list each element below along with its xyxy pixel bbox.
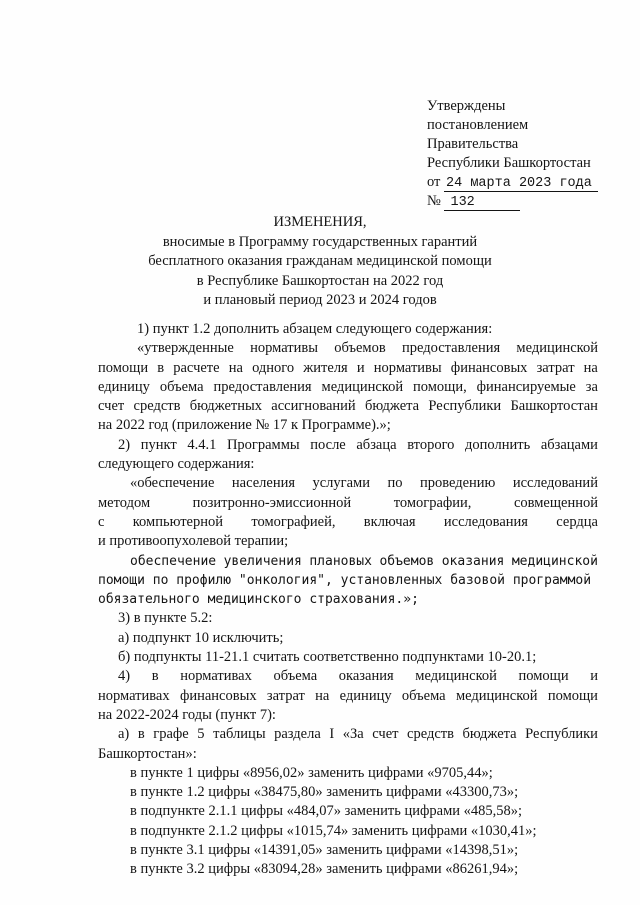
approval-date-line [427, 173, 598, 192]
body-word: и [356, 359, 365, 376]
body-word: услугами [312, 475, 370, 492]
body-word: финансируемые [476, 378, 576, 395]
approval-line: Республики Башкортостан [427, 155, 591, 171]
body-word: томографии, [393, 494, 472, 511]
body-word: медицинской [516, 340, 598, 357]
body-word: проведению [419, 475, 496, 492]
body-word: предоставления [213, 378, 312, 395]
body-word: таблицы [213, 726, 266, 743]
body-word: предоставления [401, 340, 501, 357]
body-line [98, 513, 598, 532]
body-word: медицинской [455, 687, 538, 704]
body-line [98, 359, 598, 378]
approval-line: постановлением [427, 117, 529, 133]
body-word: совмещенной [513, 494, 598, 511]
body-word: в [157, 359, 165, 376]
body-line [98, 436, 598, 455]
body-word: на [228, 359, 243, 376]
body-word: и [590, 668, 598, 685]
body-line: на 2022-2024 годы (пункт 7): [98, 706, 276, 723]
body-word: второго [407, 436, 455, 453]
body-word: населения [231, 475, 296, 492]
body-line [98, 494, 598, 513]
body-word: помощи [98, 359, 149, 376]
body-word: средств [407, 726, 454, 743]
body-line: в подпункте 2.1.1 цифры «484,07» заменить цифрами «485,58»; [130, 803, 523, 820]
body-word: медицинской [511, 553, 598, 569]
body-word: графе [153, 726, 189, 743]
approval-line: Правительства [427, 136, 519, 152]
body-word: раздела [274, 726, 321, 743]
body-word: объема [273, 668, 318, 685]
approval-date: 24 марта 2023 года [444, 176, 598, 192]
body-word: объемов [334, 340, 386, 357]
body-line: в пункте 1 цифры «8956,02» заменить цифрами «9705,44»; [130, 764, 493, 781]
body-line: в пункте 1.2 цифры «38475,80» заменить цифрами «43300,73»; [130, 784, 519, 801]
document-title [0, 213, 640, 311]
title-line: вносимые в Программу государственных гарантий [162, 233, 478, 250]
body-word: расчете [173, 359, 220, 376]
body-word: после [310, 436, 346, 453]
body-line [98, 687, 598, 706]
body-word: финансовых [179, 687, 257, 704]
body-word: на [315, 687, 330, 704]
body-word: 4) [118, 668, 131, 685]
title-heading: ИЗМЕНЕНИЯ, [273, 214, 367, 230]
body-word: исследований [512, 475, 598, 492]
body-word: абзацами [540, 436, 598, 453]
body-line [98, 725, 598, 744]
body-word: бюджетных [189, 398, 262, 415]
body-line: в пункте 3.2 цифры «83094,28» заменить цифрами «86261,94»; [130, 861, 519, 878]
body-word: единицу [98, 378, 150, 395]
body-word: увеличения [223, 553, 302, 569]
document-body [98, 320, 598, 880]
body-word: 5 [197, 726, 205, 743]
body-word: Республики [428, 398, 502, 415]
body-word: единицу [339, 687, 392, 704]
body-word: «обеспечение [130, 475, 215, 492]
body-line: 3) в пункте 5.2: [118, 610, 213, 627]
body-word: пункт [140, 436, 177, 453]
body-word: помощи [518, 668, 569, 685]
body-word: медицинской [415, 668, 497, 685]
body-word: компьютерной [132, 513, 224, 530]
body-word: позитронно-эмиссионной [192, 494, 352, 511]
body-word: по [387, 475, 403, 492]
body-word: нормативах [98, 687, 170, 704]
approval-number-prefix: № [427, 193, 441, 209]
body-word: плановых [309, 553, 372, 569]
body-word: нормативы [250, 340, 318, 357]
body-word: методом [98, 494, 151, 511]
body-line: следующего содержания: [98, 456, 255, 473]
approval-date-prefix: от [427, 174, 441, 190]
body-word: счет [372, 726, 399, 743]
body-word: бюджета [462, 726, 517, 743]
body-word: абзаца [356, 436, 397, 453]
body-line: а) подпункт 10 исключить; [118, 629, 284, 646]
body-word: бюджета [365, 398, 420, 415]
body-word: на [583, 359, 598, 376]
body-word: исследования [443, 513, 528, 530]
body-word: в [151, 668, 159, 685]
body-word: помощи [547, 687, 598, 704]
body-word: затрат [266, 687, 305, 704]
title-line: бесплатного оказания гражданам медицинской помощи [148, 253, 492, 269]
body-word: объема [159, 378, 204, 395]
body-word: обеспечение [130, 553, 217, 569]
body-word: ассигнований [271, 398, 356, 415]
body-line [98, 378, 598, 397]
body-word: томографией, [251, 513, 336, 530]
body-line [98, 667, 598, 686]
body-word: в [137, 726, 145, 743]
body-word: финансовых [450, 359, 528, 376]
approval-stamp [427, 97, 598, 211]
body-word: средств [133, 398, 181, 415]
approval-line: Утверждены [427, 98, 506, 114]
body-line [98, 552, 598, 571]
body-line: в пункте 3.1 цифры «14391,05» заменить цифрами «14398,51»; [130, 842, 519, 859]
body-word: с [98, 513, 105, 530]
body-word: объемов [379, 553, 435, 569]
body-line: б) подпункты 11-21.1 считать соответственно подпунктами 10-20.1; [118, 649, 537, 666]
body-word: сердца [556, 513, 598, 530]
body-word: Республики [525, 726, 598, 743]
body-line [98, 397, 598, 416]
body-word: нормативах [180, 668, 252, 685]
body-line: обязательного медицинского страхования.»; [98, 592, 419, 608]
title-line: в Республике Башкортостан на 2022 год [196, 272, 444, 289]
body-word: «утвержденные [137, 340, 234, 357]
body-line [98, 474, 598, 493]
body-word: «За [342, 726, 364, 743]
body-word: а) [118, 726, 130, 743]
body-line: на 2022 год (приложение № 17 к Программе).»; [98, 417, 391, 434]
body-word: нормативы [373, 359, 442, 376]
title-line: и плановый период 2023 и 2024 годов [203, 292, 437, 308]
body-word: дополнить [465, 436, 531, 453]
body-word: Башкортостан [510, 398, 598, 415]
body-word: помощи, [413, 378, 467, 395]
body-line: 1) пункт 1.2 дополнить абзацем следующего содержания: [137, 321, 493, 337]
body-word: медицинской [321, 378, 404, 395]
body-line: помощи по профилю "онкология", установленных базовой программой [98, 572, 592, 588]
body-word: включая [363, 513, 416, 530]
body-word: жителя [303, 359, 348, 376]
body-word: оказания [441, 553, 505, 569]
body-word: 2) [118, 436, 131, 453]
body-line: Башкортостан»: [98, 745, 197, 762]
body-word: за [585, 378, 598, 395]
body-line: и противоопухолевой терапии; [98, 533, 289, 550]
body-word: счет [98, 398, 125, 415]
body-word: оказания [338, 668, 394, 685]
body-line [98, 339, 598, 358]
body-word: Программы [226, 436, 300, 453]
approval-number: 132 [444, 195, 520, 211]
body-line: в подпункте 2.1.2 цифры «1015,74» заменить цифрами «1030,41»; [130, 822, 537, 839]
body-word: 4.4.1 [187, 436, 217, 453]
body-word: затрат [536, 359, 575, 376]
approval-number-line [427, 192, 598, 211]
body-word: объема [401, 687, 446, 704]
body-word: одного [252, 359, 295, 376]
body-word: I [329, 726, 335, 743]
